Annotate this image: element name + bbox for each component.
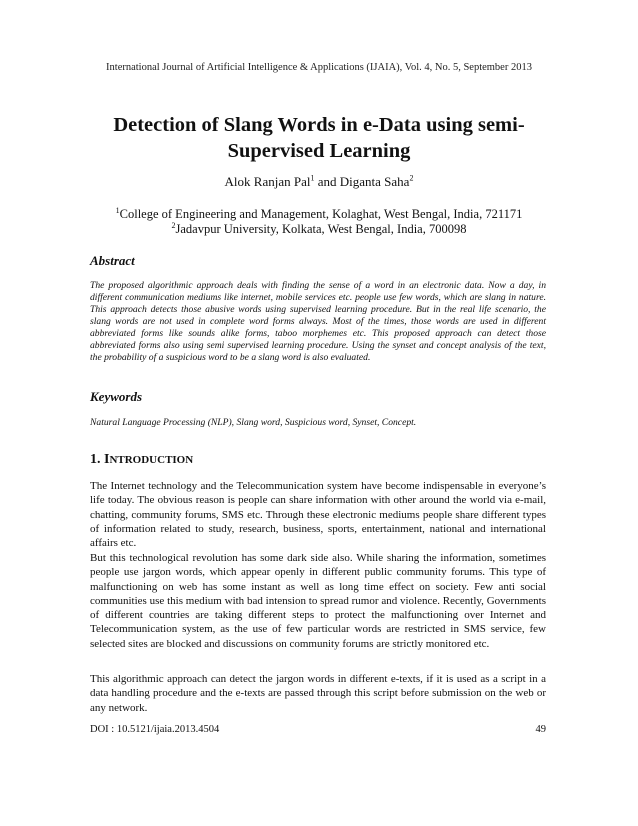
affiliation-2 (0, 222, 638, 237)
abstract-body: The proposed algorithmic approach deals with finding the sense of a word in an electronic data. Now a day, in different communication mediums like internet, mobile services etc. people use few words, which are slang in nature. This approach detects those abusive words using supervised learning procedure. But in the real life scenario, the slang words are not used in complete word forms always. Most of the times, those words are used in different abbreviated forms like sounds alike forms, taboo morphemes etc. This proposed approach can detect those abbreviated forms also using semi supervised learning procedure. Using the synset and concept analysis of the text, the probability of a suspicious word to be a slang word is also evaluated. (90, 280, 546, 363)
section-heading-introduction (90, 452, 193, 468)
body-paragraph: The Internet technology and the Telecommunication system have become indispensable in everyone’s life today. The obvious reason is people can share information with other around the world via e-mail, chatting, community forums, SMS etc. Through these electronic mediums people share different types of information related to study, research, business, sports, entertainment, national and international affairs etc. (90, 480, 546, 550)
page-number: 49 (535, 724, 546, 735)
section-number: 1. I (90, 452, 110, 467)
author-affiliation-mark: 1 (310, 173, 315, 183)
paper-title-line-2: Supervised Learning (227, 140, 411, 162)
author-affiliation-mark: 2 (409, 173, 414, 183)
body-paragraph: This algorithmic approach can detect the jargon words in different e-texts, if it is used as a script in a data handling procedure and the e-texts are passed through this script before submission on the web or any network. (90, 673, 546, 714)
author-name: Diganta Saha (339, 174, 410, 189)
keywords-heading: Keywords (90, 389, 142, 404)
affiliation-text: College of Engineering and Management, Kolaghat, West Bengal, India, 721171 (119, 207, 523, 221)
paper-title-line-1: Detection of Slang Words in e-Data using semi- (113, 114, 525, 136)
author-list (0, 174, 638, 190)
affiliation-mark: 2 (171, 220, 176, 230)
abstract-heading: Abstract (90, 253, 135, 268)
keywords-body: Natural Language Processing (NLP), Slang word, Suspicious word, Synset, Concept. (90, 417, 417, 428)
affiliation-1 (0, 207, 638, 222)
author-conjunction: and (314, 174, 340, 189)
affiliation-mark: 1 (115, 205, 120, 215)
section-title: NTRODUCTION (109, 454, 194, 466)
body-paragraph: But this technological revolution has some dark side also. While sharing the information, sometimes people use jargon words, which appear openly in different public community forums. This type of malfunctioning on web has some instant as well as long time effect on society. Few anti social communities use this medium with bad intension to spread rumor and violence. Recently, Governments of different countries are taking different steps to protect the malfunctioning over Internet and Telecommunication system, as the use of few particular words are restricted in SMS service, few selected sites are blocked and discussions on community forums are strictly monitored etc. (90, 552, 546, 650)
paper-title (60, 112, 578, 164)
author-name: Alok Ranjan Pal (224, 174, 311, 189)
doi-footer: DOI : 10.5121/ijaia.2013.4504 (90, 724, 220, 735)
journal-header: International Journal of Artificial Intelligence & Applications (IJAIA), Vol. 4, No. 5, September 2013 (106, 62, 532, 73)
affiliation-text: Jadavpur University, Kolkata, West Bengal, India, 700098 (175, 222, 467, 236)
